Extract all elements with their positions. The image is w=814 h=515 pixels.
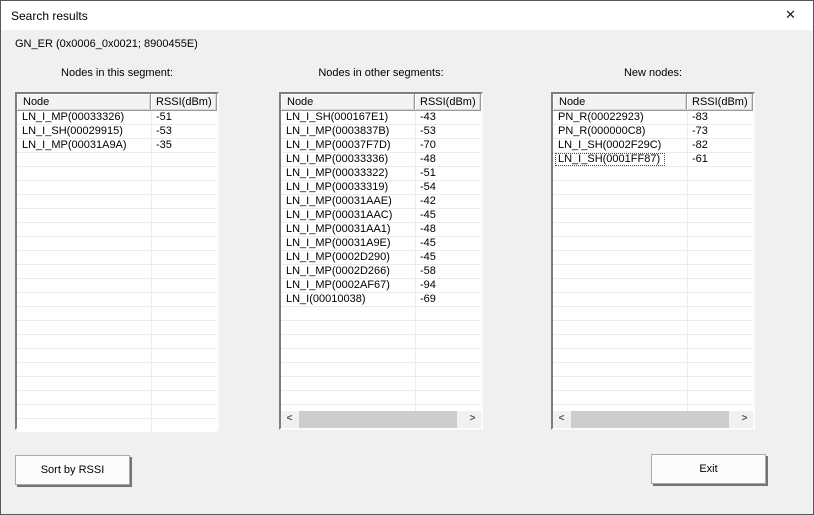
- list-header: [553, 94, 753, 111]
- label-nodes-this-segment: Nodes in this segment:: [61, 67, 173, 79]
- table-row[interactable]: [281, 237, 481, 251]
- scrollbar-track[interactable]: [298, 411, 464, 428]
- rssi-cell[interactable]: -82: [692, 139, 708, 151]
- table-row[interactable]: [553, 111, 753, 125]
- horizontal-scrollbar[interactable]: [553, 411, 753, 428]
- exit-button[interactable]: Exit: [651, 454, 766, 484]
- rssi-cell[interactable]: -73: [692, 125, 708, 137]
- list-body: [281, 111, 481, 415]
- table-row[interactable]: [281, 293, 481, 307]
- table-row[interactable]: [281, 265, 481, 279]
- rssi-cell[interactable]: -83: [692, 111, 708, 123]
- table-row[interactable]: [281, 209, 481, 223]
- table-row[interactable]: [281, 223, 481, 237]
- table-row[interactable]: [17, 139, 217, 153]
- rssi-cell[interactable]: -45: [420, 251, 436, 263]
- table-row[interactable]: [281, 139, 481, 153]
- label-new-nodes: New nodes:: [623, 67, 683, 79]
- node-cell[interactable]: LN_I_SH(00029915): [22, 125, 123, 137]
- titlebar: [1, 1, 813, 30]
- node-cell[interactable]: LN_I_MP(0002D290): [286, 251, 390, 263]
- node-cell[interactable]: [553, 153, 687, 167]
- rssi-cell[interactable]: -43: [420, 111, 436, 123]
- rssi-cell[interactable]: -53: [420, 125, 436, 137]
- rssi-cell[interactable]: -51: [156, 111, 172, 123]
- node-cell[interactable]: LN_I_SH(0002F29C): [558, 139, 662, 151]
- node-cell[interactable]: LN_I_MP(0002D266): [286, 265, 390, 277]
- column-header-rssi[interactable]: RSSI(dBm): [415, 94, 481, 111]
- scroll-right-icon[interactable]: >: [736, 411, 753, 428]
- table-row[interactable]: [281, 111, 481, 125]
- scrollbar-thumb[interactable]: [299, 411, 457, 428]
- focused-node: LN_I_SH(0001FF87): [555, 153, 665, 166]
- column-header-rssi[interactable]: RSSI(dBm): [151, 94, 217, 111]
- node-cell[interactable]: LN_I_MP(00031A9A): [22, 139, 127, 151]
- list-new-nodes: [551, 92, 755, 430]
- column-header-node[interactable]: Node: [553, 94, 687, 111]
- close-button[interactable]: [768, 1, 813, 29]
- node-cell[interactable]: LN_I_MP(0003837B): [286, 125, 390, 137]
- table-row[interactable]: [553, 153, 753, 167]
- table-row[interactable]: [281, 195, 481, 209]
- rssi-cell[interactable]: -42: [420, 195, 436, 207]
- node-cell[interactable]: LN_I_MP(00033322): [286, 167, 389, 179]
- node-cell[interactable]: LN_I_MP(00033319): [286, 181, 389, 193]
- rssi-cell[interactable]: -51: [420, 167, 436, 179]
- table-row[interactable]: [553, 125, 753, 139]
- rssi-cell[interactable]: -61: [692, 153, 708, 165]
- sort-by-rssi-button[interactable]: Sort by RSSI: [15, 455, 130, 485]
- table-row[interactable]: [281, 153, 481, 167]
- node-cell[interactable]: LN_I_MP(00031AAC): [286, 209, 393, 221]
- table-row[interactable]: [281, 125, 481, 139]
- scroll-right-icon[interactable]: >: [464, 411, 481, 428]
- rssi-cell[interactable]: -58: [420, 265, 436, 277]
- node-cell[interactable]: LN_I_MP(0002AF67): [286, 279, 390, 291]
- scrollbar-thumb[interactable]: [571, 411, 729, 428]
- scrollbar-track[interactable]: [570, 411, 736, 428]
- window-title: Search results: [11, 8, 88, 23]
- node-cell[interactable]: LN_I_MP(00033336): [286, 153, 389, 165]
- rssi-cell[interactable]: -48: [420, 223, 436, 235]
- list-nodes-this-segment: [15, 92, 219, 430]
- rssi-cell[interactable]: -54: [420, 181, 436, 193]
- rssi-cell[interactable]: -48: [420, 153, 436, 165]
- scroll-left-icon[interactable]: <: [553, 411, 570, 428]
- node-cell[interactable]: LN_I_SH(000167E1): [286, 111, 389, 123]
- gateway-label: GN_ER (0x0006_0x0021; 8900455E): [15, 38, 198, 50]
- table-row[interactable]: [281, 279, 481, 293]
- rssi-cell[interactable]: -94: [420, 279, 436, 291]
- column-header-node[interactable]: Node: [281, 94, 415, 111]
- table-row[interactable]: [17, 125, 217, 139]
- node-cell[interactable]: LN_I_MP(00037F7D): [286, 139, 391, 151]
- close-icon: ✕: [785, 7, 796, 22]
- table-row[interactable]: [553, 139, 753, 153]
- list-header: [17, 94, 217, 111]
- column-divider: [151, 111, 152, 432]
- table-row[interactable]: [281, 167, 481, 181]
- rssi-cell[interactable]: -45: [420, 209, 436, 221]
- rssi-cell[interactable]: -70: [420, 139, 436, 151]
- list-body: [553, 111, 753, 415]
- table-row[interactable]: [281, 251, 481, 265]
- list-nodes-other-segments: [279, 92, 483, 430]
- column-header-rssi[interactable]: RSSI(dBm): [687, 94, 753, 111]
- node-cell[interactable]: LN_I_MP(00031A9E): [286, 237, 391, 249]
- table-row[interactable]: [281, 181, 481, 195]
- scroll-left-icon[interactable]: <: [281, 411, 298, 428]
- node-cell[interactable]: PN_R(00022923): [558, 111, 644, 123]
- rssi-cell[interactable]: -35: [156, 139, 172, 151]
- rssi-cell[interactable]: -45: [420, 237, 436, 249]
- list-header: [281, 94, 481, 111]
- column-header-node[interactable]: Node: [17, 94, 151, 111]
- horizontal-scrollbar[interactable]: [281, 411, 481, 428]
- node-cell[interactable]: LN_I_MP(00031AAE): [286, 195, 392, 207]
- rssi-cell[interactable]: -53: [156, 125, 172, 137]
- node-cell[interactable]: LN_I_MP(00033326): [22, 111, 125, 123]
- label-nodes-other-segments: Nodes in other segments:: [318, 67, 444, 79]
- table-row[interactable]: [17, 111, 217, 125]
- node-cell[interactable]: LN_I_MP(00031AA1): [286, 223, 391, 235]
- node-cell[interactable]: PN_R(000000C8): [558, 125, 646, 137]
- rssi-cell[interactable]: -69: [420, 293, 436, 305]
- list-body: [17, 111, 217, 432]
- node-cell[interactable]: LN_I(00010038): [286, 293, 366, 305]
